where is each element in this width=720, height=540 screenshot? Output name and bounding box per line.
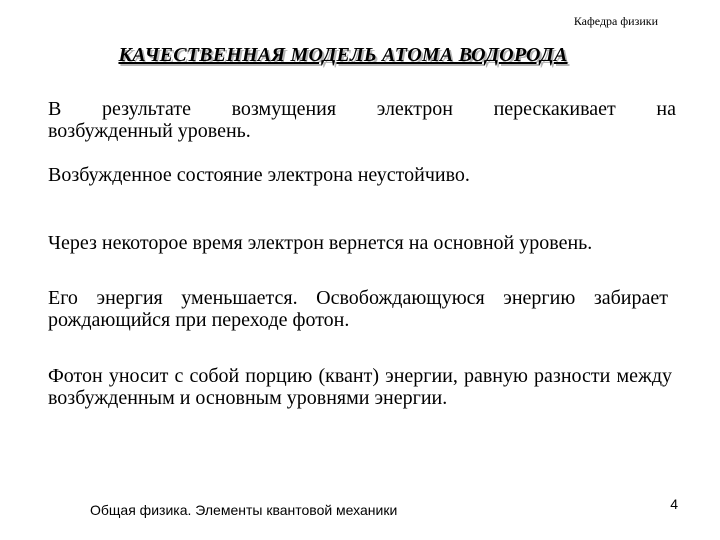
paragraph-excitation	[48, 98, 676, 142]
page-number: 4	[670, 496, 678, 512]
paragraph-excitation-line2: возбужденный уровень.	[48, 120, 251, 142]
slide-title: КАЧЕСТВЕННАЯ МОДЕЛЬ АТОМА ВОДОРОДА	[118, 44, 568, 66]
paragraph-photon-quantum: Фотон уносит с собой порцию (квант) энергии, равную разности между возбужденным и основным уровнями энергии.	[48, 365, 672, 409]
paragraph-excitation-line1: В результате возмущения электрон перескакивает на	[48, 98, 676, 120]
paragraph-unstable-state: Возбужденное состояние электрона неустойчиво.	[48, 164, 470, 186]
paragraph-return-ground: Через некоторое время электрон вернется на основной уровень.	[48, 232, 593, 254]
department-label: Кафедра физики	[573, 14, 658, 28]
footer-course-title: Общая физика. Элементы квантовой механики	[90, 502, 398, 518]
paragraph-energy-decrease: Его энергия уменьшается. Освобождающуюся энергию забирает рождающийся при переходе фотон.	[48, 287, 668, 331]
